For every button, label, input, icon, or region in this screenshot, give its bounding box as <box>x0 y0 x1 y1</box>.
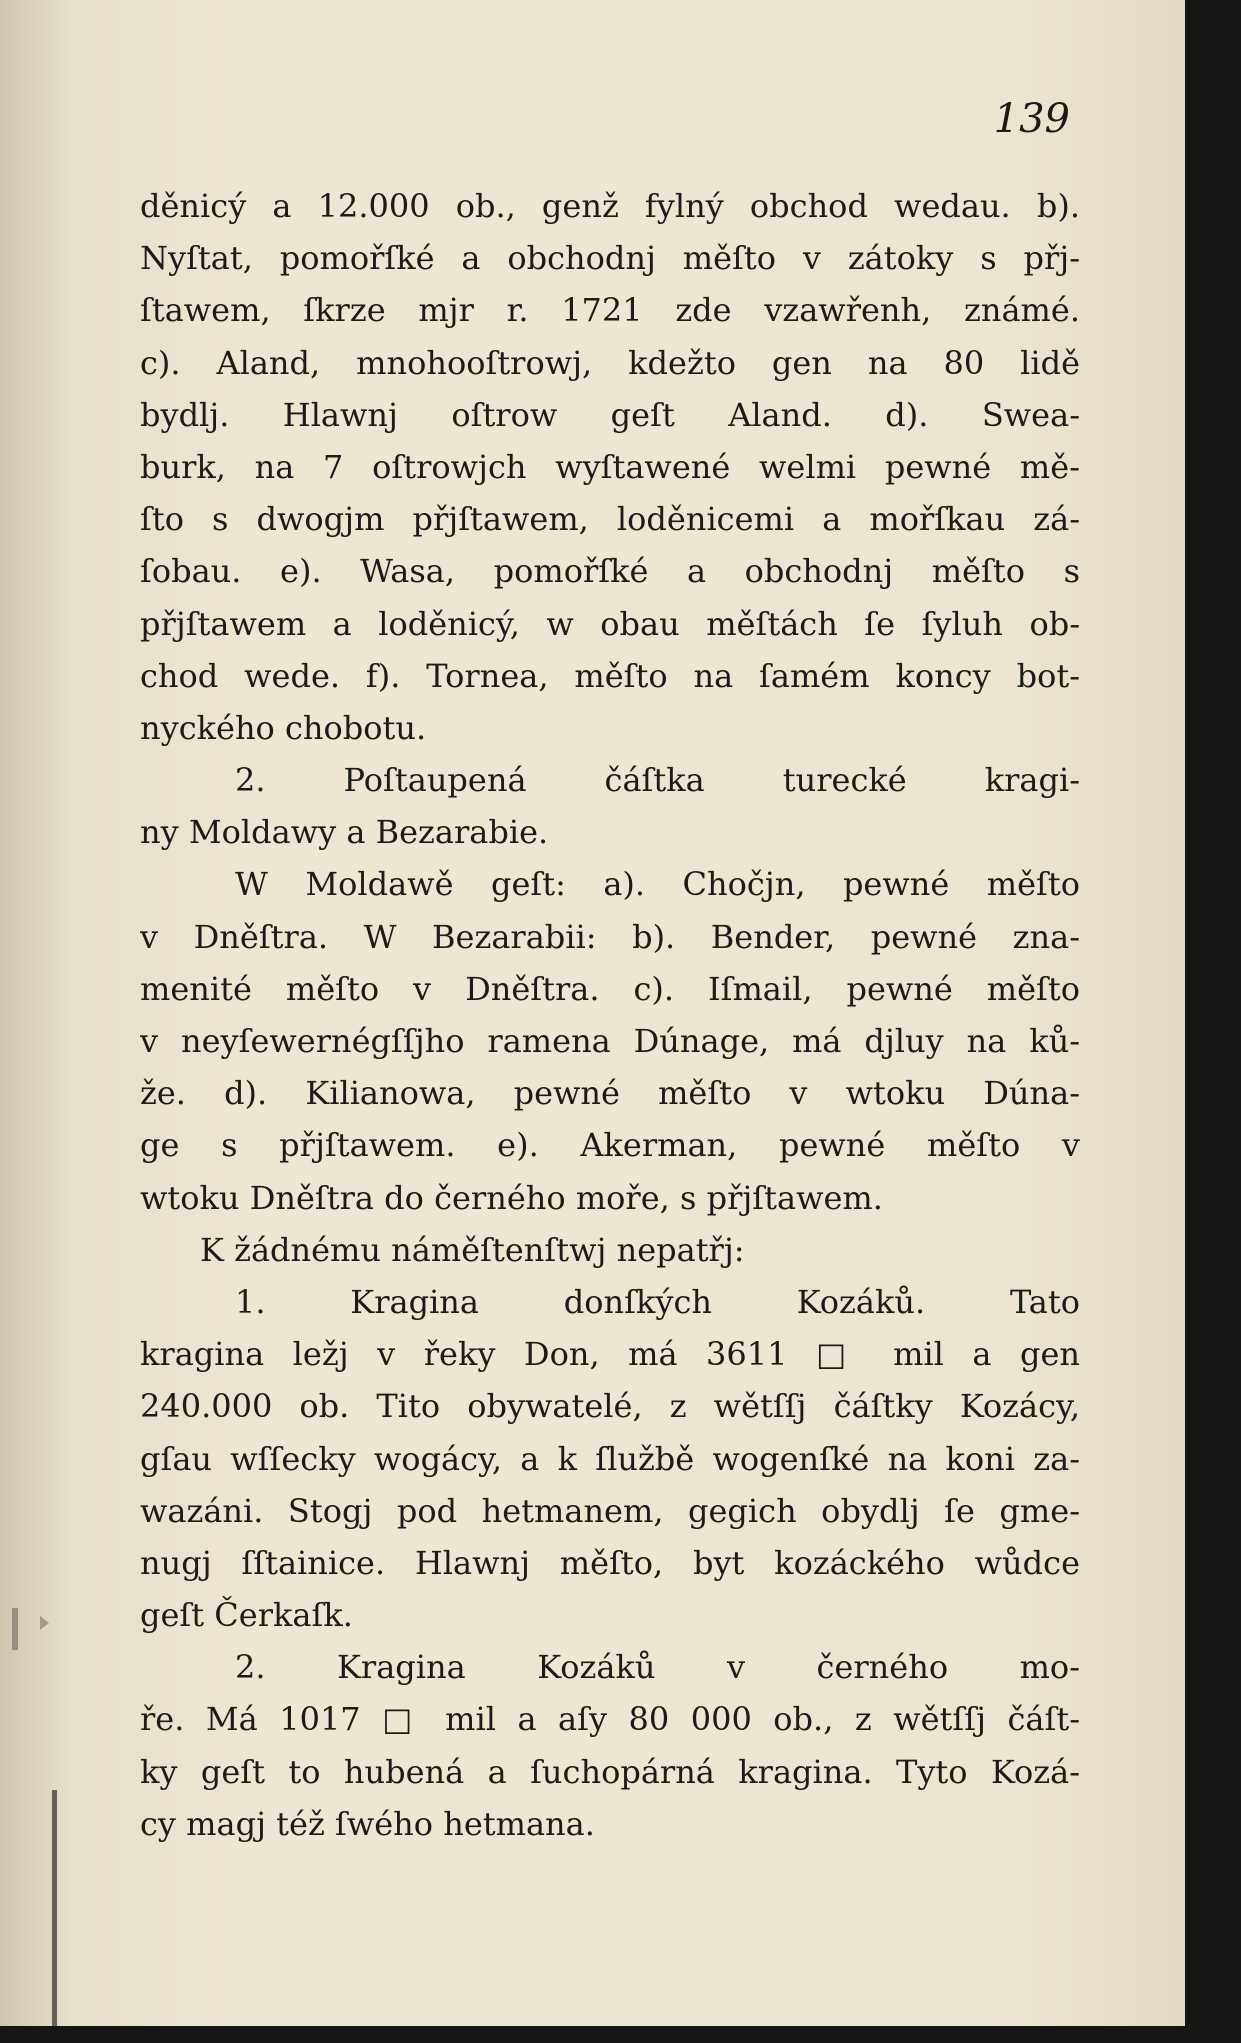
text-line: burk, na 7 oſtrowjch wyſtawené welmi pewné mě- <box>140 447 1080 486</box>
text-line: gſau wſſecky wogácy, a k ſlužbě wogenſké na koni za- <box>140 1439 1080 1478</box>
binding-arrow-mark <box>40 1616 49 1630</box>
text-line: v Dněſtra. W Bezarabii: b). Bender, pewné zna- <box>140 917 1080 956</box>
text-line: wtoku Dněſtra do černého moře, s přjſtawem. <box>140 1178 883 1217</box>
section-heading-line: ny Moldawy a Bezarabie. <box>140 813 549 852</box>
scan-border-right <box>1185 0 1241 2043</box>
text-line: cy magj též ſwého hetmana. <box>140 1804 595 1843</box>
text-line: ge s přjſtawem. e). Akerman, pewné měſto v <box>140 1126 1080 1165</box>
text-body <box>140 180 1080 1850</box>
text-line: ře. Má 1017 □ mil a aſy 80 000 ob., z wětſſj čáſt- <box>140 1700 1080 1739</box>
text-line: nyckého chobotu. <box>140 708 427 747</box>
text-line: chod wede. f). Tornea, měſto na ſamém koncy bot- <box>140 656 1080 695</box>
text-line: děnicý a 12.000 ob., genž fylný obchod wedau. b). <box>140 187 1080 225</box>
scan-border-bottom <box>0 2026 1241 2043</box>
text-line: ſobau. e). Wasa, pomořſké a obchodnj měſto s <box>140 552 1080 591</box>
text-line: přjſtawem a loděnicý, w obau měſtách ſe ſyluh ob- <box>140 604 1080 643</box>
text-line: c). Aland, mnohooſtrowj, kdežto gen na 80 lidě <box>140 343 1080 382</box>
text-line: ky geſt to hubená a ſuchopárná kragina. Tyto Kozá- <box>140 1752 1080 1791</box>
text-line: v neyſewernégſſjho ramena Dúnage, má djluy na ků- <box>140 1022 1080 1060</box>
page-number: 139 <box>993 96 1070 142</box>
text-line: menité měſto v Dněſtra. c). Iſmail, pewné měſto <box>140 969 1080 1008</box>
text-line: ſtawem, ſkrze mjr r. 1721 zde vzawřenh, známé. <box>140 291 1080 330</box>
binding-mark <box>12 1608 18 1650</box>
text-line: 240.000 ob. Tito obywatelé, z wětſſj čáſtky Kozácy, <box>140 1387 1080 1426</box>
text-line: Nyſtat, pomořſké a obchodnj měſto v zátoky s přj- <box>140 239 1080 278</box>
text-line: wazáni. Stogj pod hetmanem, gegich obydlj ſe gme- <box>140 1491 1080 1530</box>
text-line: W Moldawě geſt: a). Chočjn, pewné měſto <box>235 865 1080 904</box>
text-line: geſt Čerkaſk. <box>140 1596 353 1635</box>
section-heading-line: 1. Kragina donſkých Kozáků. Tato <box>235 1282 1080 1321</box>
text-line: ſto s dwogjm přjſtawem, loděnicemi a mořſkau zá- <box>140 500 1080 539</box>
text-line: bydlj. Hlawnj oſtrow geſt Aland. d). Swea- <box>140 395 1080 434</box>
section-heading-line: K žádnému náměſtenſtwj nepatřj: <box>200 1230 745 1269</box>
section-heading-line: 2. Poſtaupená čáſtka turecké kragi- <box>235 761 1080 800</box>
section-heading-line: 2. Kragina Kozáků v černého mo- <box>235 1648 1080 1687</box>
text-line: kragina ležj v řeky Don, má 3611 □ mil a gen <box>140 1335 1080 1374</box>
text-line: nugj ſſtainice. Hlawnj měſto, byt kozáckého wůdce <box>140 1543 1080 1582</box>
binding-line <box>52 1790 57 2043</box>
text-line: že. d). Kilianowa, pewné měſto v wtoku Dúna- <box>140 1074 1080 1113</box>
